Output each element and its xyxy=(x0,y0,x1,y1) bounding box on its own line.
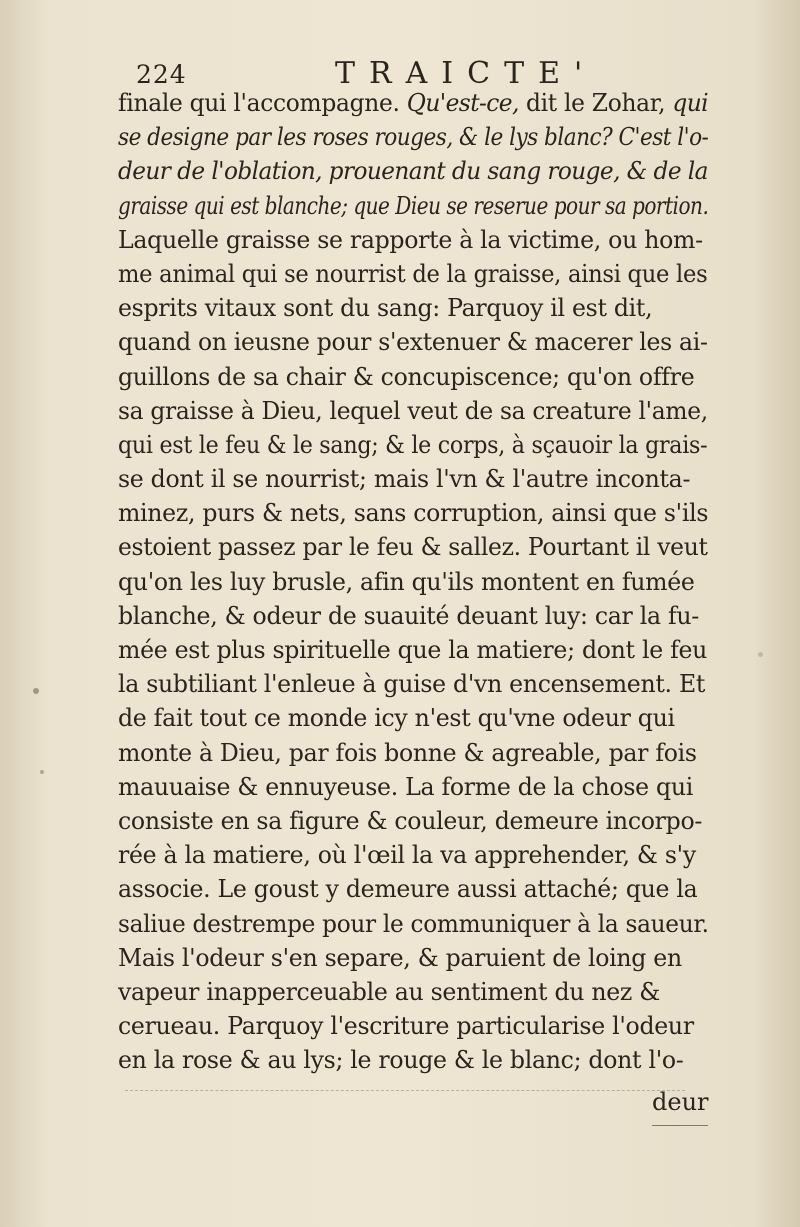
text-run: monte à Dieu, par fois bonne & agreable, par fois xyxy=(118,738,697,767)
text-line xyxy=(118,1043,708,1077)
text-run: cerueau. Parquoy l'escriture particularise l'odeur xyxy=(118,1012,694,1041)
text-line xyxy=(118,667,708,701)
text-line xyxy=(118,941,708,975)
page-number: 224 xyxy=(136,60,187,89)
running-title: TRAICTE' xyxy=(335,56,597,91)
text-run: estoient passez par le feu & sallez. Pourtant il veut xyxy=(118,533,708,562)
text-line xyxy=(118,1009,708,1043)
text-line xyxy=(118,462,708,496)
text-run: se dont il se nourrist; mais l'vn & l'autre inconta- xyxy=(118,465,691,494)
text-run: Qu'est-ce, xyxy=(406,89,519,117)
text-line xyxy=(118,565,708,599)
text-run: associe. Le goust y demeure aussi attaché; que la xyxy=(118,875,698,904)
text-run: me animal qui se nourrist de la graisse, ainsi que les xyxy=(118,259,708,288)
text-line xyxy=(118,257,708,291)
ink-spot xyxy=(758,652,763,657)
ink-spot xyxy=(33,688,39,694)
text-line xyxy=(118,701,708,735)
text-line xyxy=(118,599,708,633)
body-text xyxy=(118,86,718,1077)
text-run: quand on ieusne pour s'extenuer & macerer les ai- xyxy=(118,328,708,357)
text-line xyxy=(118,530,708,564)
text-run: blanche, & odeur de suauité deuant luy: car la fu- xyxy=(118,601,699,630)
text-run: deur de l'oblation, prouenant du sang rouge, & de la xyxy=(118,157,708,186)
text-line xyxy=(118,86,709,120)
text-line xyxy=(118,496,707,530)
text-run: dit le Zohar, xyxy=(518,89,673,117)
text-line xyxy=(118,838,708,872)
ink-spot xyxy=(40,770,44,774)
text-line xyxy=(118,770,708,804)
text-line xyxy=(118,325,708,359)
text-run: la subtiliant l'enleue à guise d'vn encensement. Et xyxy=(118,670,706,699)
text-run: minez, purs & nets, sans corruption, ainsi que s'ils xyxy=(118,499,709,528)
text-run: qui xyxy=(672,89,709,117)
text-run: finale qui l'accompagne. xyxy=(118,89,407,117)
text-line xyxy=(118,428,708,462)
bottom-rule xyxy=(125,1090,685,1091)
text-line xyxy=(118,394,708,428)
text-line xyxy=(118,804,708,838)
text-run: esprits vitaux sont du sang: Parquoy il est dit, xyxy=(118,294,653,323)
text-line xyxy=(118,154,708,188)
text-line xyxy=(118,291,708,325)
text-line xyxy=(118,633,708,667)
text-run: consiste en sa figure & couleur, demeure incorpo- xyxy=(118,806,703,835)
text-run: rée à la matiere, où l'œil la va apprehender, & s'y xyxy=(118,841,696,870)
text-run: guillons de sa chair & concupiscence; qu'on offre xyxy=(118,362,695,391)
text-run: en la rose & au lys; le rouge & le blanc; dont l'o- xyxy=(118,1046,684,1075)
catchword: deur xyxy=(652,1088,709,1116)
text-run: qu'on les luy brusle, afin qu'ils montent en fumée xyxy=(118,567,695,596)
text-line xyxy=(118,907,709,941)
catchword-rule xyxy=(652,1125,708,1126)
text-run: sa graisse à Dieu, lequel veut de sa creature l'ame, xyxy=(118,396,708,425)
text-line xyxy=(118,872,708,906)
text-line xyxy=(118,736,708,770)
text-run: mée est plus spirituelle que la matiere; dont le feu xyxy=(118,636,708,664)
text-run: Mais l'odeur s'en separe, & paruient de loing en xyxy=(118,943,682,972)
text-run: se designe par les roses rouges, & le lys blanc? C'est l'o- xyxy=(118,123,709,152)
text-run: saliue destrempe pour le communiquer à la saueur. xyxy=(118,909,709,938)
text-line xyxy=(118,120,709,154)
text-run: mauuaise & ennuyeuse. La forme de la chose qui xyxy=(118,772,694,801)
text-run: graisse qui est blanche; que Dieu se reserue pour sa portion. xyxy=(118,191,709,220)
text-run: qui est le feu & le sang; & le corps, à sçauoir la grais- xyxy=(118,430,708,459)
text-line xyxy=(118,189,709,223)
text-line xyxy=(118,223,708,257)
text-line xyxy=(118,975,708,1009)
text-run: Laquelle graisse se rapporte à la victime, ou hom- xyxy=(118,225,703,254)
text-run: vapeur inapperceuable au sentiment du nez & xyxy=(118,977,660,1006)
text-line xyxy=(118,360,708,394)
text-run: de fait tout ce monde icy n'est qu'vne odeur qui xyxy=(118,704,675,733)
